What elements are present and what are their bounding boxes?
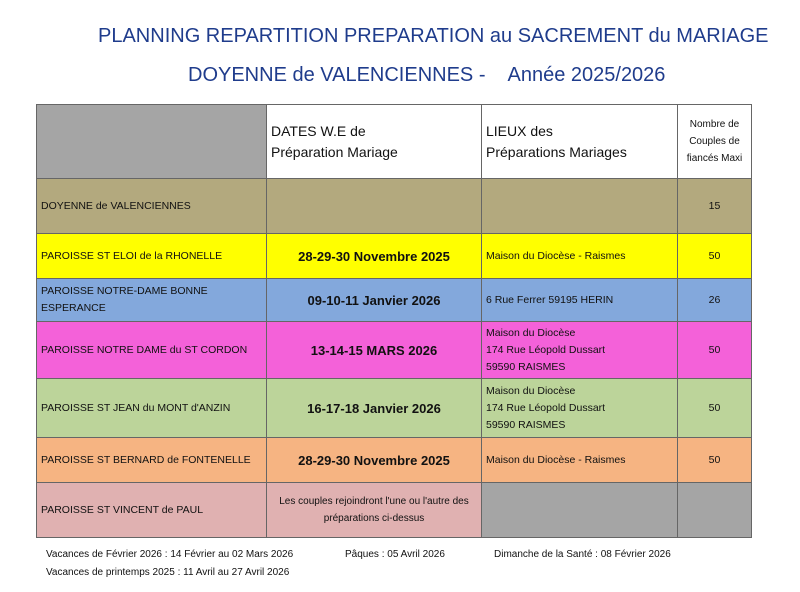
header-nombre-line: fiancés Maxi xyxy=(686,153,743,164)
parish-name: PAROISSE NOTRE DAME du ST CORDON xyxy=(37,322,267,379)
header-lieux-line: LIEUX des xyxy=(486,122,553,139)
parish-name: DOYENNE de VALENCIENNES xyxy=(37,179,267,234)
table-row xyxy=(37,379,752,438)
prep-location xyxy=(482,234,678,279)
parish-name: PAROISSE ST JEAN du MONT d'ANZIN xyxy=(37,379,267,438)
prep-date: 13-14-15 MARS 2026 xyxy=(267,322,482,379)
header-lieux xyxy=(482,105,678,179)
prep-date xyxy=(267,179,482,234)
location-line: Maison du Diocèse - Raismes xyxy=(486,249,626,262)
parish-name: PAROISSE NOTRE-DAME BONNE ESPERANCE xyxy=(37,279,267,322)
header-dates xyxy=(267,105,482,179)
deanery-title: DOYENNE de VALENCIENNES - xyxy=(188,64,486,86)
location-line: 174 Rue Léopold Dussart xyxy=(486,401,606,414)
prep-location xyxy=(482,438,678,483)
max-couples: 50 xyxy=(678,234,752,279)
footer-paques: Pâques : 05 Avril 2026 xyxy=(345,549,445,560)
prep-location xyxy=(482,179,678,234)
location-line: Maison du Diocèse - Raismes xyxy=(486,453,626,466)
parish-name: PAROISSE ST ELOI de la RHONELLE xyxy=(37,234,267,279)
header-nombre xyxy=(678,105,752,179)
table-row xyxy=(37,179,752,234)
header-dates-line: DATES W.E de xyxy=(271,122,366,139)
parish-name: PAROISSE ST VINCENT de PAUL xyxy=(37,483,267,538)
prep-date: 09-10-11 Janvier 2026 xyxy=(267,279,482,322)
location-line: 6 Rue Ferrer 59195 HERIN xyxy=(486,293,614,306)
header-nombre-line: Nombre de xyxy=(689,119,740,130)
empty-max-cell xyxy=(678,483,752,538)
prep-location xyxy=(482,279,678,322)
header-nombre-line: Couples de xyxy=(689,136,740,147)
table-row xyxy=(37,279,752,322)
max-couples: 50 xyxy=(678,322,752,379)
year-title: Année 2025/2026 xyxy=(507,64,666,86)
location-line: 174 Rue Léopold Dussart xyxy=(486,343,606,356)
footer-vacances-fevrier: Vacances de Février 2026 : 14 Février au 02 Mars 2026 xyxy=(46,549,294,560)
max-couples: 26 xyxy=(678,279,752,322)
table-row xyxy=(37,438,752,483)
table-header-row xyxy=(37,105,752,179)
location-line: 59590 RAISMES xyxy=(486,418,566,431)
note-cell xyxy=(267,483,482,538)
prep-date: 28-29-30 Novembre 2025 xyxy=(267,438,482,483)
parish-name: PAROISSE ST BERNARD de FONTENELLE xyxy=(37,438,267,483)
table-row xyxy=(37,234,752,279)
prep-date: 16-17-18 Janvier 2026 xyxy=(267,379,482,438)
note-line: préparations ci-dessus xyxy=(323,513,425,524)
page-subtitle xyxy=(188,64,665,87)
location-line: 59590 RAISMES xyxy=(486,360,566,373)
header-lieux-line: Préparations Mariages xyxy=(486,143,627,160)
location-line: Maison du Diocèse xyxy=(486,384,576,397)
page-title: PLANNING REPARTITION PREPARATION au SACREMENT du MARIAGE xyxy=(98,25,769,47)
table-row xyxy=(37,483,752,538)
prep-location xyxy=(482,322,678,379)
table-row xyxy=(37,322,752,379)
header-dates-line: Préparation Mariage xyxy=(271,143,398,160)
prep-date: 28-29-30 Novembre 2025 xyxy=(267,234,482,279)
footer-dimanche-sante: Dimanche de la Santé : 08 Février 2026 xyxy=(494,549,671,560)
planning-table xyxy=(36,104,752,538)
max-couples: 50 xyxy=(678,379,752,438)
footer-vacances-printemps: Vacances de printemps 2025 : 11 Avril au 27 Avril 2026 xyxy=(46,567,290,578)
prep-location xyxy=(482,379,678,438)
header-empty-cell xyxy=(37,105,267,179)
max-couples: 50 xyxy=(678,438,752,483)
note-line: Les couples rejoindront l'une ou l'autre des xyxy=(279,496,469,507)
location-line: Maison du Diocèse xyxy=(486,326,576,339)
empty-lieu-cell xyxy=(482,483,678,538)
max-couples: 15 xyxy=(678,179,752,234)
